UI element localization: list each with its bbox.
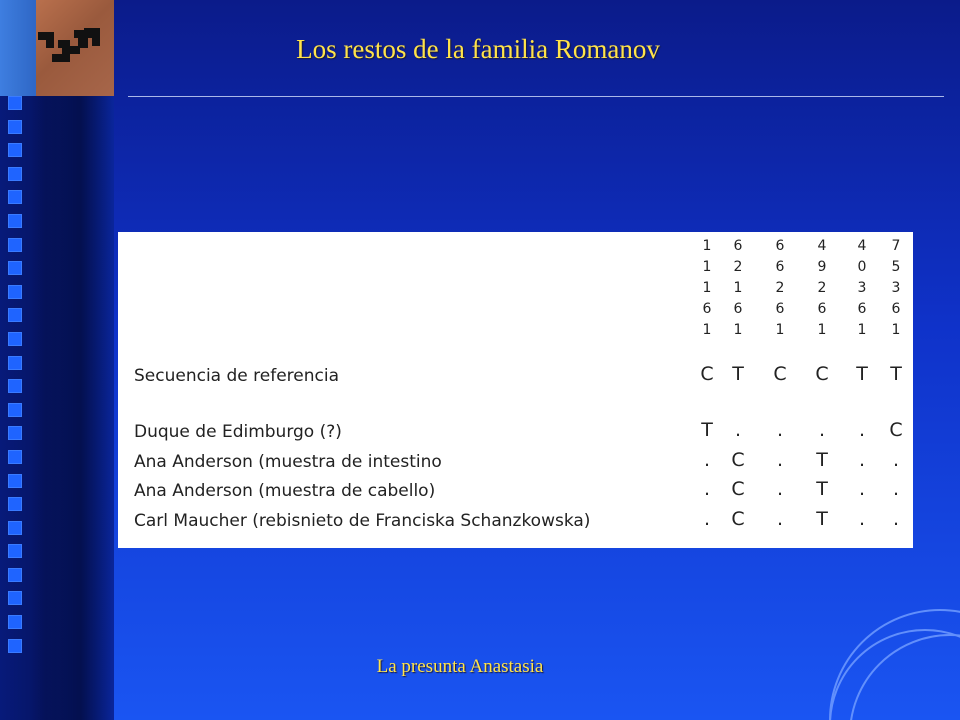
- position-digit: 2: [817, 280, 827, 296]
- position-digit: 2: [733, 259, 743, 275]
- nucleotide-cell: .: [858, 478, 866, 500]
- square-bullet: [8, 615, 22, 629]
- nucleotide-cell: C: [700, 363, 714, 385]
- nucleotide-cell: .: [703, 449, 711, 471]
- position-digit: 1: [891, 322, 901, 338]
- square-bullet: [8, 450, 22, 464]
- square-bullet: [8, 238, 22, 252]
- square-bullet: [8, 261, 22, 275]
- sample-label: Ana Anderson (muestra de cabello): [134, 481, 436, 501]
- position-digit: 1: [733, 280, 743, 296]
- left-strip-shade: [30, 90, 114, 720]
- position-digit: 1: [702, 238, 712, 254]
- square-bullet: [8, 143, 22, 157]
- sample-label: Ana Anderson (muestra de intestino: [134, 452, 442, 472]
- position-number-column: [769, 236, 791, 341]
- position-digit: 6: [775, 238, 785, 254]
- position-digit: 6: [733, 238, 743, 254]
- square-bullet: [8, 308, 22, 322]
- position-digit: 1: [702, 280, 712, 296]
- position-digit: 3: [857, 280, 867, 296]
- square-bullet: [8, 544, 22, 558]
- square-bullet: [8, 285, 22, 299]
- square-bullet: [8, 332, 22, 346]
- square-bullet: [8, 568, 22, 582]
- nucleotide-cell: T: [732, 363, 744, 385]
- sample-label: Carl Maucher (rebisnieto de Franciska Schanzkowska): [134, 511, 591, 531]
- title-divider: [128, 96, 944, 97]
- square-bullet: [8, 120, 22, 134]
- square-bullet: [8, 426, 22, 440]
- nucleotide-cell: .: [776, 419, 784, 441]
- slide-title: Los restos de la familia Romanov: [296, 34, 660, 64]
- nucleotide-cell: C: [731, 478, 745, 500]
- nucleotide-cell: .: [858, 508, 866, 530]
- position-number-column: [885, 236, 907, 341]
- nucleotide-cell: .: [734, 419, 742, 441]
- square-bullet: [8, 96, 22, 110]
- nucleotide-cell: C: [815, 363, 829, 385]
- nucleotide-cell: .: [776, 449, 784, 471]
- square-bullet: [8, 474, 22, 488]
- nucleotide-cell: .: [703, 478, 711, 500]
- position-digit: 4: [857, 238, 867, 254]
- position-digit: 6: [817, 301, 827, 317]
- square-bullet: [8, 167, 22, 181]
- position-number-column: [811, 236, 833, 341]
- sample-label: Duque de Edimburgo (?): [134, 422, 342, 442]
- position-digit: 6: [775, 301, 785, 317]
- square-bullet: [8, 591, 22, 605]
- nucleotide-cell: T: [856, 363, 868, 385]
- nucleotide-cell: T: [816, 449, 828, 471]
- position-digit: 6: [733, 301, 743, 317]
- nucleotide-cell: C: [773, 363, 787, 385]
- square-bullet: [8, 214, 22, 228]
- position-number-column: [727, 236, 749, 341]
- position-digit: 1: [857, 322, 867, 338]
- position-digit: 6: [702, 301, 712, 317]
- position-digit: 2: [775, 280, 785, 296]
- nucleotide-cell: T: [816, 508, 828, 530]
- position-digit: 1: [817, 322, 827, 338]
- nucleotide-cell: T: [816, 478, 828, 500]
- square-bullet: [8, 403, 22, 417]
- position-digit: 3: [891, 280, 901, 296]
- position-digit: 4: [817, 238, 827, 254]
- position-digit: 1: [775, 322, 785, 338]
- position-digit: 0: [857, 259, 867, 275]
- square-bullets-column: [8, 96, 26, 662]
- nucleotide-cell: T: [890, 363, 902, 385]
- square-bullet: [8, 497, 22, 511]
- left-decorative-strip: [0, 0, 114, 720]
- nucleotide-cell: .: [858, 419, 866, 441]
- square-bullet: [8, 521, 22, 535]
- position-digit: 9: [817, 259, 827, 275]
- nucleotide-cell: .: [703, 508, 711, 530]
- sample-label: Secuencia de referencia: [134, 366, 340, 386]
- position-digit: 5: [891, 259, 901, 275]
- nucleotide-cell: .: [776, 508, 784, 530]
- nucleotide-cell: C: [889, 419, 903, 441]
- position-number-column: [696, 236, 718, 341]
- square-bullet: [8, 379, 22, 393]
- logo-stripe: [0, 0, 36, 96]
- slide-caption: La presunta Anastasia: [376, 656, 544, 677]
- position-digit: 6: [775, 259, 785, 275]
- nucleotide-cell: C: [731, 449, 745, 471]
- nucleotide-cell: C: [731, 508, 745, 530]
- square-bullet: [8, 356, 22, 370]
- mtdna-sequence-table: [118, 232, 913, 548]
- square-bullet: [8, 190, 22, 204]
- nucleotide-cell: .: [858, 449, 866, 471]
- position-number-column: [851, 236, 873, 341]
- nucleotide-cell: .: [892, 478, 900, 500]
- university-logo-icon: [38, 28, 104, 72]
- position-digit: 7: [891, 238, 901, 254]
- position-digit: 1: [702, 259, 712, 275]
- nucleotide-cell: .: [776, 478, 784, 500]
- nucleotide-cell: .: [892, 508, 900, 530]
- position-digit: 1: [733, 322, 743, 338]
- position-digit: 6: [857, 301, 867, 317]
- logo-block: [0, 0, 114, 96]
- square-bullet: [8, 639, 22, 653]
- concentric-circles-icon: [790, 600, 960, 720]
- position-digit: 6: [891, 301, 901, 317]
- nucleotide-cell: .: [818, 419, 826, 441]
- nucleotide-cell: .: [892, 449, 900, 471]
- position-digit: 1: [702, 322, 712, 338]
- nucleotide-cell: T: [701, 419, 713, 441]
